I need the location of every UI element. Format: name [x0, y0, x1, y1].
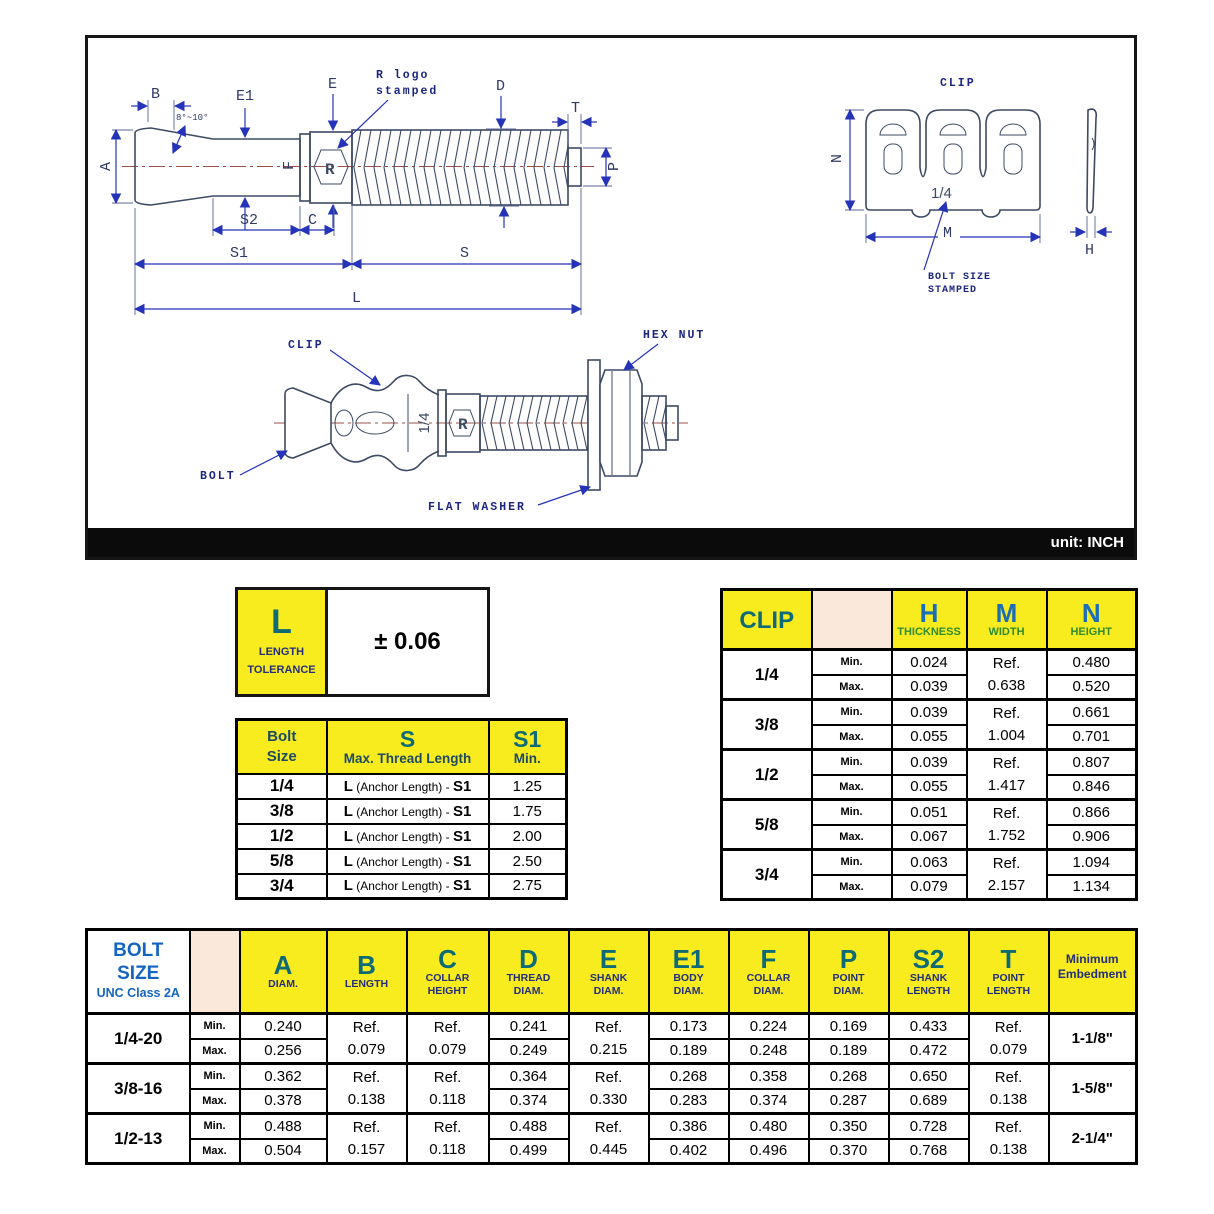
dim-label-e1: E1 — [236, 88, 255, 105]
clip-blank-cell — [812, 590, 892, 650]
table-row: Max. 0.378 0.374 0.283 0.374 0.287 0.689 — [87, 1089, 1137, 1114]
assembly-nut — [600, 370, 642, 476]
bolt-profile-drawing — [98, 69, 623, 315]
col-e1-body-diam: E1 BODY DIAM. — [649, 930, 729, 1014]
table-row: 1/2 L (Anchor Length) - S1 2.00 — [237, 824, 567, 849]
table-row: 5/8 L (Anchor Length) - S1 2.50 — [237, 849, 567, 874]
length-tolerance-table — [235, 587, 490, 697]
table-row: 3/8 Min. 0.039 Ref. 1.004 0.661 — [722, 700, 1137, 725]
bolt-blank-cell — [190, 930, 240, 1014]
table-row: 3/8-16 Min. 0.362 Ref. 0.138 Ref. 0.118 0.364 Ref. 0.330 0.268 0.358 0.268 0.650 Ref. 0.138 1-5/8" — [87, 1064, 1137, 1089]
dim-label-e: E — [328, 76, 338, 93]
table-row: Max. 0.067 0.906 — [722, 825, 1137, 850]
clip-table-title: CLIP — [722, 590, 812, 650]
assembly-clip-stamp: 1/4 — [416, 412, 433, 434]
col-e-shank-diam: E SHANK DIAM. — [569, 930, 649, 1014]
assembly-r-logo: R — [458, 416, 468, 434]
clip-title: CLIP — [940, 77, 976, 90]
table-row: Max. 0.055 0.846 — [722, 775, 1137, 800]
table-row: 5/8 Min. 0.051 Ref. 1.752 0.866 — [722, 800, 1137, 825]
tolerance-value: ± 0.06 — [374, 628, 441, 655]
technical-drawing — [88, 38, 1134, 528]
unit-label: unit: INCH — [88, 528, 1134, 557]
col-s2-shank-length: S2 SHANK LENGTH — [889, 930, 969, 1014]
dim-label-p: P — [606, 161, 623, 171]
col-f-collar-diam: F COLLAR DIAM. — [729, 930, 809, 1014]
clip-drawing — [829, 77, 1112, 296]
assembly-label-clip: CLIP — [288, 339, 324, 352]
clip-dimensions-table — [720, 588, 1138, 901]
dim-label-angle: 8°~10° — [176, 113, 209, 123]
table-row: 1/4-20 Min. 0.240 Ref. 0.079 Ref. 0.079 0.241 Ref. 0.215 0.173 0.224 0.169 0.433 Ref. 0.079 1-1/8" — [87, 1014, 1137, 1039]
length-tolerance-header — [238, 590, 328, 694]
tolerance-label-line1: LENGTH — [258, 645, 305, 658]
table-row: 1/4 Min. 0.024 Ref. 0.638 0.480 — [722, 650, 1137, 675]
table-row: Max. 0.039 0.520 — [722, 675, 1137, 700]
assembly-bolt-head — [285, 388, 331, 458]
dim-label-s2: S2 — [240, 212, 259, 229]
dim-label-n: N — [829, 153, 846, 163]
dim-label-d: D — [496, 78, 506, 95]
col-d-thread-diam: D THREAD DIAM. — [489, 930, 569, 1014]
clip-stamp-size: 1/4 — [931, 185, 952, 202]
thread-col-s: S Max. Thread Length — [327, 720, 489, 774]
table-row: 3/4 L (Anchor Length) - S1 2.75 — [237, 874, 567, 899]
dim-label-t: T — [571, 100, 581, 117]
col-b-length: B LENGTH — [327, 930, 407, 1014]
col-p-point-diam: P POINT DIAM. — [809, 930, 889, 1014]
table-row: Max. 0.504 0.499 0.402 0.496 0.370 0.768 — [87, 1139, 1137, 1164]
dim-label-s1: S1 — [230, 245, 249, 262]
drawing-panel — [85, 35, 1137, 560]
dim-label-s: S — [460, 245, 470, 262]
assembly-label-flat-washer: FLAT WASHER — [428, 501, 526, 514]
table-row: Max. 0.256 0.249 0.189 0.248 0.189 0.472 — [87, 1039, 1137, 1064]
dim-label-m: M — [943, 225, 953, 242]
dim-label-l: L — [352, 290, 362, 307]
dim-label-f: F — [281, 160, 298, 170]
thread-col-bolt-size: Bolt Size — [237, 720, 327, 774]
col-minimum-embedment: Minimum Embedment — [1049, 930, 1137, 1014]
bolt-size-stamped-line1: BOLT SIZE — [928, 272, 992, 283]
clip-col-n: N HEIGHT — [1047, 590, 1137, 650]
bolt-size-header: BOLT SIZE UNC Class 2A — [87, 930, 190, 1014]
table-row: 3/4 Min. 0.063 Ref. 2.157 1.094 — [722, 850, 1137, 875]
assembly-label-bolt: BOLT — [200, 470, 236, 483]
col-t-point-length: T POINT LENGTH — [969, 930, 1049, 1014]
bolt-size-stamped-line2: STAMPED — [928, 285, 978, 296]
tolerance-symbol: L — [271, 602, 292, 641]
bolt-dimensions-table — [85, 928, 1138, 1165]
clip-col-m: M WIDTH — [967, 590, 1047, 650]
clip-side-view — [1087, 109, 1096, 213]
col-c-collar-height: C COLLAR HEIGHT — [407, 930, 489, 1014]
table-row: 3/8 L (Anchor Length) - S1 1.75 — [237, 799, 567, 824]
table-row: Max. 0.079 1.134 — [722, 875, 1137, 900]
assembly-label-hex-nut: HEX NUT — [643, 329, 706, 342]
r-logo-glyph: R — [325, 161, 335, 179]
dim-label-b: B — [151, 86, 161, 103]
thread-formula: L (Anchor Length) - S1 — [327, 774, 489, 799]
col-a-diam: A DIAM. — [240, 930, 327, 1014]
table-row: 1/2 Min. 0.039 Ref. 1.417 0.807 — [722, 750, 1137, 775]
r-logo-note-line2: stamped — [376, 85, 439, 98]
table-row: Max. 0.055 0.701 — [722, 725, 1137, 750]
assembly-washer — [588, 360, 600, 490]
dim-label-c: C — [308, 212, 318, 229]
dim-label-h: H — [1085, 242, 1095, 259]
r-logo-note-line1: R logo — [376, 69, 430, 82]
clip-col-h: H THICKNESS — [892, 590, 967, 650]
thread-col-s1: S1 Min. — [489, 720, 567, 774]
dim-label-a: A — [98, 161, 115, 171]
tolerance-label-line2: TOLERANCE — [247, 663, 316, 676]
table-row: 1/4 L (Anchor Length) - S1 1.25 — [237, 774, 567, 799]
table-row: 1/2-13 Min. 0.488 Ref. 0.157 Ref. 0.118 0.488 Ref. 0.445 0.386 0.480 0.350 0.728 Ref. 0.138 2-1/4" — [87, 1114, 1137, 1139]
thread-length-table — [235, 718, 568, 900]
assembly-drawing — [200, 329, 705, 514]
